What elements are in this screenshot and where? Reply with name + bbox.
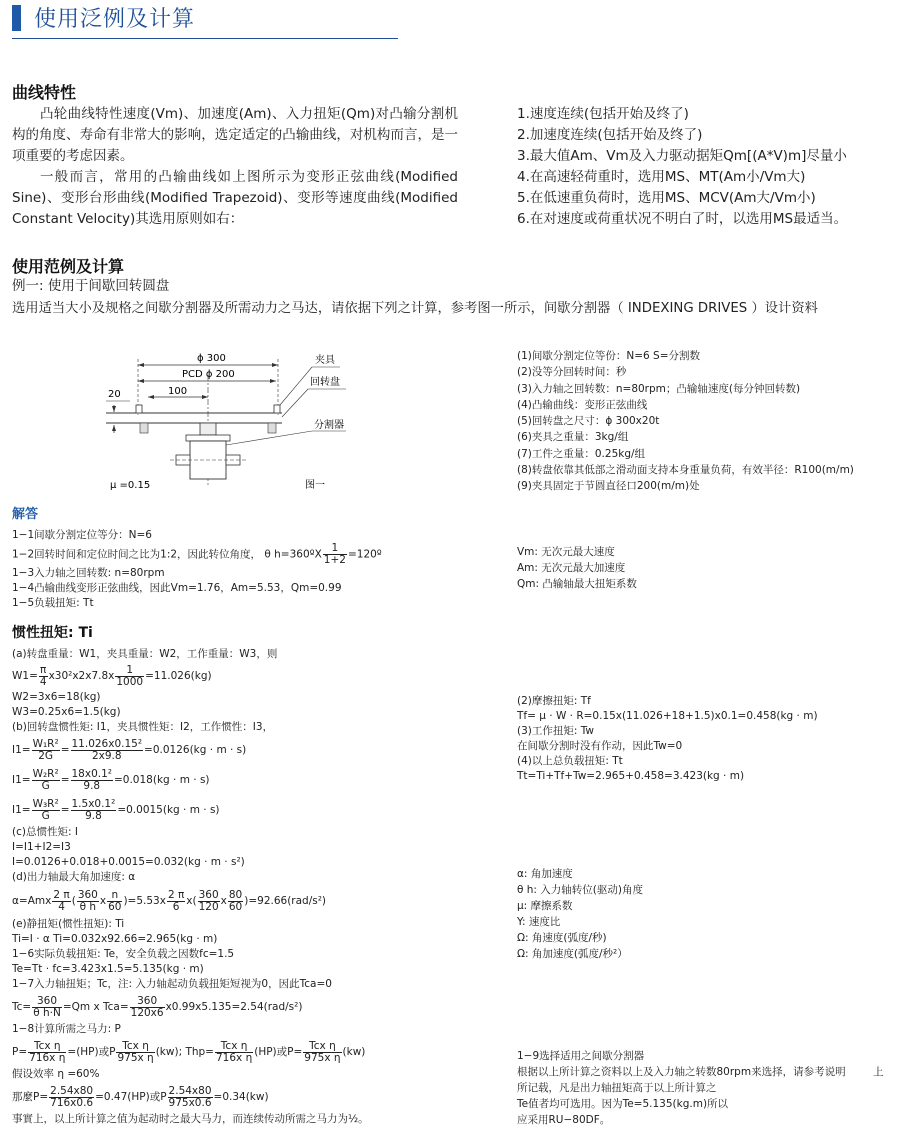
symbol-item: θ h: 入力轴转位(驱动)角度 (517, 884, 643, 896)
spec-list (517, 348, 854, 495)
example-description: 选用适当大小及规格之间歇分割器及所需动力之马达，请依据下列之计算，参考图一所示，间歇分割器（ INDEXING DRIVES ）设计资料 (12, 301, 818, 316)
curve-rule-item: 4.在高速轻荷重时，选用MS、MT(Am小/Vm大) (517, 169, 806, 185)
spec-item: (6)夹具之重量：3kg/组 (517, 431, 629, 444)
friction-line: Tt=Ti+Tf+Tw=2.965+0.458=3.423(kg · m) (517, 770, 745, 782)
answer-line: 1−4凸输曲线变形正弦曲线，因此Vm=1.76，Am=5.53，Qm=0.99 (12, 582, 342, 594)
selection-block (517, 1048, 887, 1128)
example-section-title: 使用范例及计算 (12, 257, 125, 276)
symbol-item: Ω: 角速度(弧度/秒) (517, 932, 607, 944)
friction-block (517, 694, 818, 784)
dim-100-label: 100 (168, 386, 188, 397)
definition-item: Vm: 无次元最大速度 (517, 546, 615, 558)
friction-line: (2)摩擦扭矩: Tf (517, 695, 591, 707)
curve-intro-p2: 一般而言，常用的凸输曲线如上图所示为变形正弦曲线(Modified Sine)、变形台形曲线(Modified Trapezoid)、变形等速度曲线(Modified Constant Velocity)其选用原则如右： (12, 169, 458, 227)
inertia-line: (e)静扭矩(惯性扭矩): Ti (12, 918, 125, 930)
inertia-line: W3=0.25x6=1.5(kg) (12, 706, 121, 718)
inertia-line: I=I1+I2=I3 (12, 841, 71, 853)
symbol-item: Y: 速度比 (517, 916, 561, 928)
inertia-line: (b)回转盘惯性矩: I1，夹具惯性矩：I2，工作惯性：I3， (12, 721, 274, 733)
symbol-item: μ: 摩擦系数 (517, 900, 573, 912)
friction-line: (3)工作扭矩: Tw (517, 725, 595, 737)
fraction: $\frac{1}{1+2}$ (323, 542, 346, 566)
power-result-formula: 那麼P= $\frac{2.54x80}{716x0.6}$ =0.47(HP)或P $\frac{2.54x80}{975x0.6}$ =0.34(kw) (12, 1084, 269, 1109)
answer-line: 1−3入力轴之回转数: n=80rpm (12, 567, 165, 579)
definition-item: Qm: 凸输轴最大扭矩系数 (517, 578, 637, 590)
spec-item: (2)没等分回转时间：秒 (517, 366, 627, 379)
friction-line: Tf= μ · W · R=0.15x(11.026+18+1.5)x0.1=0.458(kg · m) (517, 710, 818, 722)
selection-title: 1−9选择适用之间歇分割器 (517, 1050, 645, 1062)
dim-pcd-label: PCD ϕ 200 (182, 369, 235, 380)
inertia-line: (d)出力轴最大角加速度: α (12, 871, 136, 883)
inertia-line: (a)转盘重量：W1，夹具重量：W2，工作重量：W3，则 (12, 648, 278, 660)
curve-rule-item: 1.速度连续(包括开始及终了) (517, 106, 689, 122)
page-title: 使用泛例及计算 (34, 7, 196, 32)
spec-item: (4)凸输曲线：变形正弦曲线 (517, 398, 648, 411)
selection-line: Te值者均可选用。因为Te=5.135(kg.m)所以 (517, 1098, 729, 1110)
curve-rule-item: 6.在对速度或荷重状况不明白了时，以选用MS最适当。 (517, 211, 848, 227)
definition-item: Am: 无次元最大加速度 (517, 562, 626, 574)
curve-rule-item: 2.加速度连续(包括开始及终了) (517, 127, 703, 143)
w1-formula: W1= $\frac{\pi}{4}$ x30²x2x7.8x $\frac{1}{1000}$ =11.026(kg) (12, 663, 212, 688)
answer-line: 1−1间歇分割定位等分：N=6 (12, 529, 152, 541)
inertia-line: W2=3x6=18(kg) (12, 691, 101, 703)
symbol-item: Ω: 角加速度(弧度/秒²） (517, 948, 628, 960)
curve-rules-list (517, 104, 897, 230)
answer-line-text: =120º (347, 548, 382, 561)
inertia-line: 假设效率 η =60% (12, 1068, 100, 1080)
friction-line: 在间歇分割时没有作动，因此Tw=0 (517, 740, 683, 752)
spec-item: (5)回转盘之尺寸：ϕ 300x20t (517, 415, 660, 428)
mu-label: μ =0.15 (110, 480, 151, 491)
divider-label: 分割器 (314, 420, 344, 431)
curve-rule-item: 3.最大值Am、Vm及入力驱动据矩Qm[(A*V)m]尽量小 (517, 148, 847, 164)
inertia-line: Te=Tt · fc=3.423x1.5=5.135(kg · m) (12, 963, 204, 975)
inertia-line: 1−6实际负载扭矩: Te，安全负载之因数fc=1.5 (12, 948, 235, 960)
inertia-line: (c)总惯性矩: I (12, 826, 78, 838)
curve-intro (12, 104, 458, 230)
example-label: 例一: 使用于间歇回转圆盘 (12, 278, 170, 294)
power-formula: P= $\frac{\text{Tcx η}}{\text{716x η}}$ =(HP)或P $\frac{\text{Tcx η}}{\text{975x η}}$ (kw); Thp= $\frac{\text{Tcx η}}{\text{716x η}}$ (HP)或P= $\frac{\text{Tcx η}}{\text{975x η}}$ (kw) (12, 1039, 366, 1064)
inertia-line: Ti=I · α Ti=0.032x92.66=2.965(kg · m) (12, 933, 218, 945)
selection-line: 所记载，凡是出力轴扭矩高于以上所计算之 (517, 1082, 717, 1094)
fixture-label: 夹具 (315, 355, 335, 366)
spec-item: (1)间歇分割定位等份：N=6 S=分割数 (517, 350, 701, 362)
disc-label: 回转盘 (310, 377, 340, 388)
inertia-title: 惯性扭矩: Ti (12, 625, 93, 641)
inertia-line: 事實上，以上所计算之值为起动时之最大马力，而连续传动所需之马力为½。 (12, 1113, 369, 1125)
tc-formula: Tc= $\frac{360}{\text{θ h·N}}$ =Qm x Tca= $\frac{360}{120x6}$ x0.99x5.135=2.54(rad/s²) (12, 994, 303, 1019)
symbol-item: α: 角加速度 (517, 868, 573, 880)
selection-line: 根据以上所计算之资料以上及入力轴之转数80rpm来选择，请参考说明 上 (517, 1066, 884, 1078)
answer-line-text: 1−2回转时间和定位时间之比为1:2，因此转位角度， θ h=360ºX (12, 548, 322, 561)
selection-line: 应采用RU−80DF。 (517, 1114, 611, 1126)
symbol-list (517, 866, 643, 962)
spec-item: (7)工件之重量：0.25kg/组 (517, 447, 646, 460)
dim-300-label: ϕ 300 (197, 353, 226, 364)
answer-line: 1−5负载扭矩: Tt (12, 597, 94, 609)
friction-line: (4)以上总负载扭矩: Tt (517, 755, 623, 767)
figure-1-diagram (100, 345, 400, 495)
answer-line-rotation (12, 543, 382, 566)
inertia-line: 1−8计算所需之马力: P (12, 1023, 121, 1035)
i2-formula: I1= $\frac{\text{W₂R²}}{G}$ = $\frac{\text{18x0.1²}}{9.8}$ =0.018(kg · m · s) (12, 767, 210, 792)
answer-definitions (517, 544, 637, 592)
spec-item: (3)入力轴之回转数：n=80rpm；凸输轴速度(每分钟回转数) (517, 382, 801, 395)
inertia-block (12, 646, 507, 1127)
inertia-line: 1−7入力轴扭矩；Tc，注: 入力轴起动负载扭矩短视为0，因此Tca=0 (12, 978, 332, 990)
header-accent-bar (12, 5, 21, 31)
header-underline (12, 38, 398, 39)
spec-item: (8)转盘依靠其低部之滑动面支持本身重量负荷，有效半径：R100(m/m) (517, 464, 854, 477)
figure-caption: 图一 (305, 480, 325, 491)
curve-section-title: 曲线特性 (12, 83, 77, 102)
curve-intro-p1: 凸轮曲线特性速度(Vm)、加速度(Am)、入力扭矩(Qm)对凸输分割机构的角度、寿命有非常大的影响，选定适定的凸输曲线，对机构而言，是一项重要的考虑因素。 (12, 106, 458, 164)
answer-title: 解答 (12, 507, 39, 522)
answer-block (12, 528, 382, 611)
i1-formula: I1= $\frac{\text{W₁R²}}{2G}$ = $\frac{\text{11.026x0.15²}}{2x9.8}$ =0.0126(kg · m · s) (12, 737, 247, 762)
i3-formula: I1= $\frac{\text{W₃R²}}{G}$ = $\frac{\text{1.5x0.1²}}{9.8}$ =0.0015(kg · m · s) (12, 797, 220, 822)
curve-rule-item: 5.在低速重负荷时，选用MS、MCV(Am大/Vm小) (517, 190, 816, 206)
spec-item: (9)夹具固定于节圆直径口200(m/m)处 (517, 480, 700, 493)
dim-20-label: 20 (108, 389, 121, 400)
inertia-line: I=0.0126+0.018+0.0015=0.032(kg · m · s²) (12, 856, 245, 868)
alpha-formula: α=Amx $\frac{2 \pi}{4}$ ( $\frac{360}{\text{θ h}}$ x $\frac{n}{60}$ )=5.53x $\frac{2 \pi}{6}$ x( $\frac{360}{120}$ x $\frac{80}{60}$ )=92.66(rad/s²) (12, 888, 327, 913)
